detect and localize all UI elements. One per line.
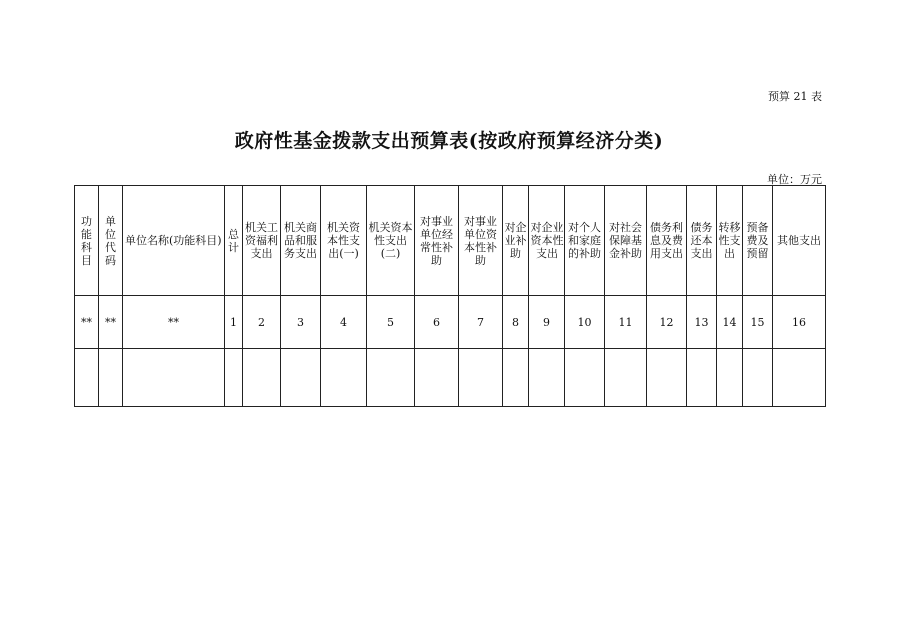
code-cell: 2 — [243, 296, 281, 349]
code-cell: 6 — [415, 296, 459, 349]
table-cell — [773, 349, 826, 407]
code-cell: ** — [75, 296, 99, 349]
table-cell — [565, 349, 605, 407]
col-header-household-subsidy: 对个人和家庭的补助 — [565, 186, 605, 296]
col-header-function-subject: 功能科目 — [75, 186, 99, 296]
code-cell: 1 — [225, 296, 243, 349]
col-header-agency-capital-2: 机关资本性支出(二) — [367, 186, 415, 296]
col-header-unit-code: 单位代码 — [99, 186, 123, 296]
table-cell — [243, 349, 281, 407]
table-cell — [321, 349, 367, 407]
table-cell — [503, 349, 529, 407]
col-header-transfer: 转移性支出 — [717, 186, 743, 296]
col-header-debt-interest: 债务利息及费用支出 — [647, 186, 687, 296]
code-cell: 10 — [565, 296, 605, 349]
code-cell: ** — [123, 296, 225, 349]
table-cell — [225, 349, 243, 407]
header-row — [75, 186, 826, 296]
table-cell — [605, 349, 647, 407]
code-cell: 11 — [605, 296, 647, 349]
budget-table — [74, 185, 826, 407]
table-cell — [123, 349, 225, 407]
code-cell: 4 — [321, 296, 367, 349]
code-cell: 3 — [281, 296, 321, 349]
code-row — [75, 296, 826, 349]
col-header-social-security-fund: 对社会保障基金补助 — [605, 186, 647, 296]
code-cell: 7 — [459, 296, 503, 349]
code-cell: 14 — [717, 296, 743, 349]
code-cell: 13 — [687, 296, 717, 349]
code-cell: 9 — [529, 296, 565, 349]
table-cell — [281, 349, 321, 407]
col-header-agency-goods-services: 机关商品和服务支出 — [281, 186, 321, 296]
table-cell — [647, 349, 687, 407]
col-header-total: 总计 — [225, 186, 243, 296]
code-cell: 15 — [743, 296, 773, 349]
code-cell: 8 — [503, 296, 529, 349]
unit-label: 单位：万元 — [767, 173, 822, 186]
data-row — [75, 349, 826, 407]
col-header-reserve: 预备费及预留 — [743, 186, 773, 296]
code-cell: 16 — [773, 296, 826, 349]
table-cell — [75, 349, 99, 407]
table-cell — [367, 349, 415, 407]
table-cell — [743, 349, 773, 407]
table-cell — [99, 349, 123, 407]
table-cell — [415, 349, 459, 407]
col-header-enterprise-capital: 对企业资本性支出 — [529, 186, 565, 296]
col-header-enterprise-subsidy: 对企业补助 — [503, 186, 529, 296]
code-cell: 5 — [367, 296, 415, 349]
col-header-agency-wages: 机关工资福利支出 — [243, 186, 281, 296]
code-cell: ** — [99, 296, 123, 349]
code-cell: 12 — [647, 296, 687, 349]
table-cell — [459, 349, 503, 407]
col-header-other: 其他支出 — [773, 186, 826, 296]
col-header-institution-capital-subsidy: 对事业单位资本性补助 — [459, 186, 503, 296]
col-header-debt-principal: 债务还本支出 — [687, 186, 717, 296]
table-cell — [717, 349, 743, 407]
col-header-unit-name: 单位名称(功能科目) — [123, 186, 225, 296]
table-cell — [529, 349, 565, 407]
table-cell — [687, 349, 717, 407]
page-title: 政府性基金拨款支出预算表(按政府预算经济分类) — [234, 130, 664, 152]
col-header-institution-recurring-subsidy: 对事业单位经常性补助 — [415, 186, 459, 296]
col-header-agency-capital-1: 机关资本性支出(一) — [321, 186, 367, 296]
form-number: 预算 21 表 — [768, 90, 822, 103]
